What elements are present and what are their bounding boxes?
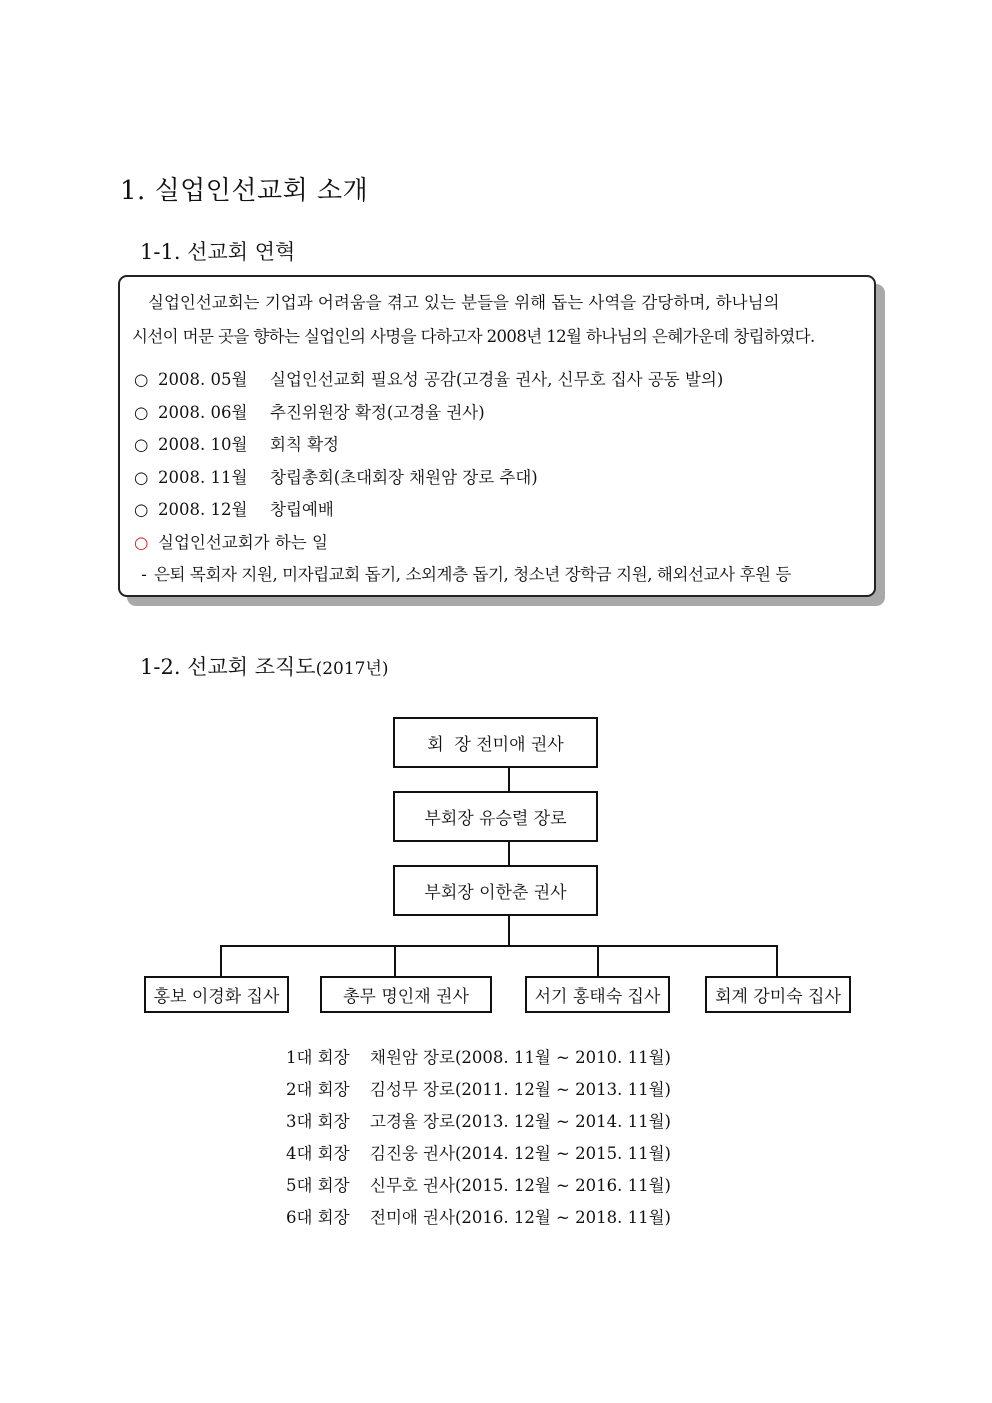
org-member-pr — [144, 976, 289, 1013]
org-connector — [597, 945, 599, 977]
org-connector — [394, 945, 396, 977]
org-member-general — [320, 976, 492, 1013]
org-president — [393, 717, 598, 768]
work-detail: 은퇴 목회자 지원, 미자립교회 돕기, 소외계층 돕기, 청소년 장학금 지원, 해외선교사 후원 등 — [154, 565, 791, 584]
past-president-text: 고경율 장로(2013. 12월 ~ 2014. 11월) — [370, 1112, 671, 1131]
past-president-text: 채원암 장로(2008. 11월 ~ 2010. 11월) — [370, 1048, 671, 1067]
past-president-row — [286, 1202, 671, 1234]
past-president-gen: 2대 회장 — [286, 1080, 350, 1099]
org-member-label: 홍보 이경화 집사 — [153, 987, 280, 1007]
history-date: 2008. 06월 — [158, 402, 248, 422]
past-president-gen: 4대 회장 — [286, 1144, 350, 1163]
org-vice-president-2 — [393, 865, 598, 916]
history-heading: 1-1. 선교회 연혁 — [140, 240, 296, 264]
history-item — [134, 397, 874, 430]
work-title-row — [134, 527, 874, 560]
org-member-secretary — [525, 976, 670, 1013]
history-text: 회칙 확정 — [270, 435, 340, 454]
history-item — [134, 364, 874, 397]
history-list — [134, 364, 874, 592]
dash-bullet-icon: - — [141, 565, 147, 584]
history-date: 2008. 10월 — [158, 435, 248, 454]
work-title: 실업인선교회가 하는 일 — [158, 532, 328, 552]
past-president-row — [286, 1138, 671, 1170]
work-detail-row — [128, 559, 874, 592]
circle-bullet-icon: ○ — [134, 467, 149, 487]
history-text: 추진위원장 확정(고경율 권사) — [270, 402, 485, 422]
history-date: 2008. 11월 — [158, 467, 248, 487]
org-branch-line — [220, 945, 777, 947]
past-president-text: 김진웅 권사(2014. 12월 ~ 2015. 11월) — [370, 1144, 671, 1163]
past-president-row — [286, 1074, 671, 1106]
org-connector — [220, 945, 222, 977]
org-connector — [776, 945, 778, 977]
past-presidents-list — [286, 1042, 671, 1234]
section-title: 1. 실업인선교회 소개 — [120, 176, 369, 206]
history-item — [134, 429, 874, 462]
org-president-label: 회 장 전미애 권사 — [427, 735, 564, 755]
past-president-gen: 3대 회장 — [286, 1112, 350, 1131]
circle-bullet-icon: ○ — [134, 402, 149, 422]
org-heading-year: (2017년) — [315, 659, 389, 679]
past-president-text: 김성무 장로(2011. 12월 ~ 2013. 11월) — [370, 1080, 671, 1099]
intro-line-2: 시선이 머문 곳을 향하는 실업인의 사명을 다하고자 2008년 12월 하나님의 은혜가운데 창립하였다. — [132, 327, 815, 346]
org-connector — [508, 840, 510, 866]
history-text: 창립예배 — [270, 500, 334, 519]
org-vp2-label: 부회장 이한춘 권사 — [424, 883, 567, 903]
history-item — [134, 494, 874, 527]
past-president-gen: 5대 회장 — [286, 1176, 350, 1195]
history-text: 실업인선교회 필요성 공감(고경율 권사, 신무호 집사 공동 발의) — [270, 370, 724, 389]
org-member-treasurer — [705, 976, 851, 1013]
past-president-row — [286, 1170, 671, 1202]
circle-bullet-icon: ○ — [134, 435, 149, 454]
org-heading-text: 1-2. 선교회 조직도 — [140, 655, 316, 679]
past-president-gen: 6대 회장 — [286, 1208, 350, 1227]
history-text: 창립총회(초대회장 채원암 장로 추대) — [270, 467, 538, 487]
past-president-row — [286, 1106, 671, 1138]
org-member-label: 총무 명인재 권사 — [343, 987, 469, 1007]
past-president-text: 전미애 권사(2016. 12월 ~ 2018. 11월) — [370, 1208, 671, 1227]
org-member-label: 서기 홍태숙 집사 — [534, 987, 661, 1007]
history-date: 2008. 12월 — [158, 500, 248, 519]
circle-bullet-icon: ○ — [134, 370, 149, 389]
org-connector — [508, 914, 510, 946]
circle-bullet-icon: ○ — [134, 500, 149, 519]
past-president-row — [286, 1042, 671, 1074]
history-intro — [132, 286, 866, 354]
history-date: 2008. 05월 — [158, 370, 248, 389]
intro-line-1: 실업인선교회는 기업과 어려움을 겪고 있는 분들을 위해 돕는 사역을 감당하며, 하나님의 — [148, 293, 780, 312]
past-president-text: 신무호 권사(2015. 12월 ~ 2016. 11월) — [370, 1176, 671, 1195]
past-president-gen: 1대 회장 — [286, 1048, 350, 1067]
org-vice-president-1 — [393, 791, 598, 842]
org-vp1-label: 부회장 유승렬 장로 — [424, 809, 567, 829]
org-member-label: 회계 강미숙 집사 — [715, 987, 841, 1007]
org-connector — [508, 766, 510, 792]
red-circle-bullet-icon: ○ — [134, 532, 149, 552]
history-item — [134, 462, 874, 495]
org-heading — [140, 651, 389, 681]
